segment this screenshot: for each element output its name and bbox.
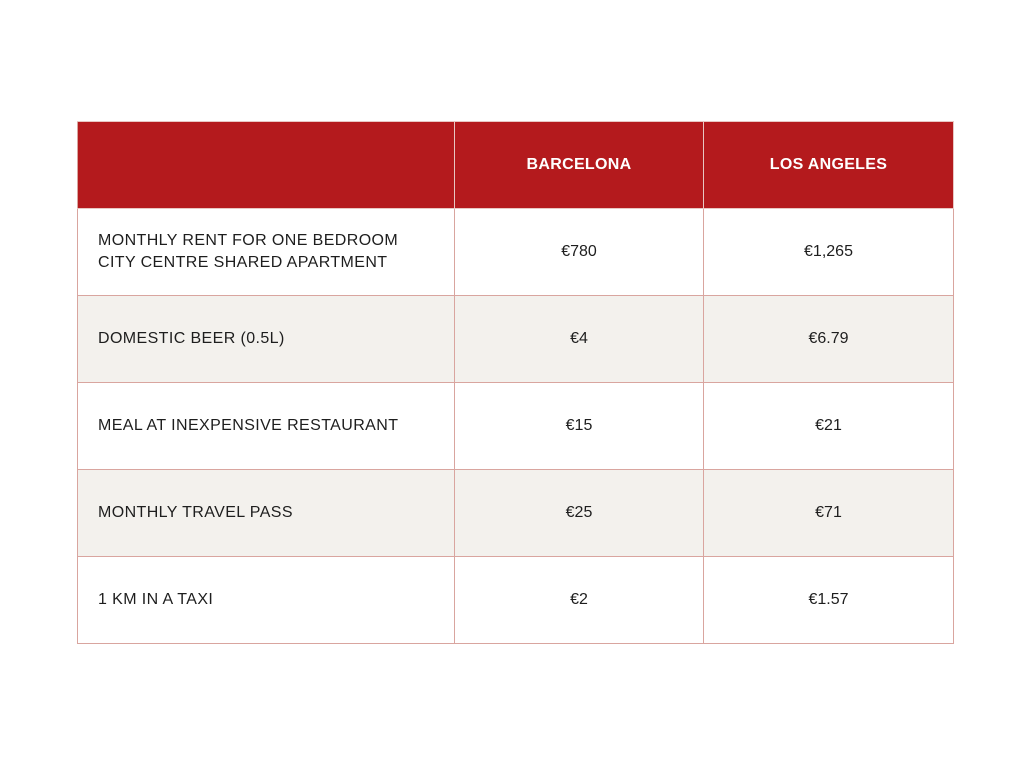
row-label: MONTHLY RENT FOR ONE BEDROOM CITY CENTRE SHARED APARTMENT	[78, 209, 455, 296]
header-cell-los-angeles: LOS ANGELES	[704, 122, 954, 209]
table-body	[78, 209, 954, 644]
row-label: 1 KM IN A TAXI	[78, 557, 455, 644]
los-angeles-value: €1,265	[704, 209, 954, 296]
header-row	[78, 122, 954, 209]
barcelona-value: €2	[455, 557, 704, 644]
barcelona-value: €15	[455, 383, 704, 470]
table-row	[78, 296, 954, 383]
barcelona-value: €780	[455, 209, 704, 296]
los-angeles-value: €6.79	[704, 296, 954, 383]
header-cell-item	[78, 122, 455, 209]
row-label: MEAL AT INEXPENSIVE RESTAURANT	[78, 383, 455, 470]
barcelona-value: €4	[455, 296, 704, 383]
table-row	[78, 209, 954, 296]
los-angeles-value: €21	[704, 383, 954, 470]
table-row	[78, 557, 954, 644]
barcelona-value: €25	[455, 470, 704, 557]
table-row	[78, 470, 954, 557]
header-cell-barcelona: BARCELONA	[455, 122, 704, 209]
row-label: MONTHLY TRAVEL PASS	[78, 470, 455, 557]
table-row	[78, 383, 954, 470]
los-angeles-value: €71	[704, 470, 954, 557]
table-header	[78, 122, 954, 209]
row-label: DOMESTIC BEER (0.5L)	[78, 296, 455, 383]
cost-comparison-table	[77, 121, 954, 644]
los-angeles-value: €1.57	[704, 557, 954, 644]
